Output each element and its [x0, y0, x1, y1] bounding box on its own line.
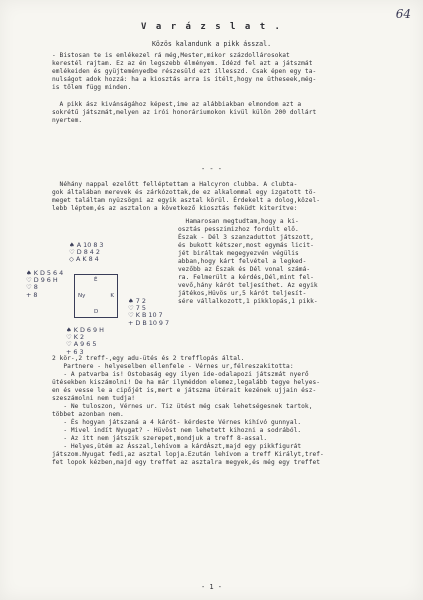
north-hand [69, 242, 104, 264]
footer-page-number: - 1 - [200, 583, 223, 591]
west-hand [26, 270, 63, 299]
south-hand [66, 327, 104, 356]
east-spades: ♠ 7 2 [128, 297, 146, 305]
south-clubs: + 6 3 [66, 347, 84, 356]
south-diamonds: ♡ A 9 6 5 [66, 340, 97, 349]
story-title: V a r á z s l a t . [141, 22, 282, 32]
story-subtitle: Közös kalandunk a pikk ásszal. [151, 40, 272, 48]
east-hand [128, 298, 169, 327]
north-diamonds: ◇ A K 8 4 [69, 255, 99, 264]
direction-east: K [110, 293, 114, 299]
handwritten-page-number: 64 [395, 7, 411, 21]
east-hearts: ♡ 7 5 [128, 304, 146, 313]
paragraph-dialogue: 2 kör-,2 treff-,egy adu-ütés és 2 trefflopás által. Partnere - helyeselben ellenfele - Vérnes ur,félreszakitotta: - A patvarba is! Ostobaság egy ilyen ide-odalapozi játszmát nyerő ütésekben kiszámolni! De ha már ilyméddon elemez,legalább tegye helyes- en és vesse le a cipőjét is,mert e játszma ütérait kezének ujjain ész- szeszámolni nem tudja! - Ne tuloszon, Vérnes ur. Tiz ütést még csak lehetségesnek tartok, többet azonban nem. - És hogyan játszaná a 4 kárót- kérdeste Vérnes kihívó gunnyal. - Mivel indít Nyugat? - Hüvöst nem lehetett kihozni a sodrából. - Az itt nem játszik szerepet,mondjuk a treff 8-assal. - Helyes,ütém az Ásszal,lehívom a kárdÁszt,majd egy pikkfigurát játszom.Nyugat fedi,az asztal lopja.Ezután lehívom a treff Királyt,tref- fet lopok kézben,majd egy treffet az asztalra megyek,és még egy treffet [52, 355, 324, 466]
paragraph-intro: - Bistosan te is emlékezel rá még,Mester,mikor százdollárosokat kerestél rajtam. Ez az én legszebb élményem. Idézd fel azt a játszmát emlékeiden és gyüjteményedbe részesüld ezt illesszd. Csak épen egy ta- nulságot adok hozzá: ha a kiosztás arra is ítélt,hogy ne ütheseek,még- is tőlem függ minden. [52, 52, 317, 91]
direction-north: É [94, 277, 98, 283]
west-hearts: ♡ D 9 6 H [26, 276, 58, 285]
west-diamonds: ♡ 8 [26, 283, 38, 292]
paragraph-club: Néhány nappal ezelőtt felléptettam a Halcyron clubba. A clubta- gok általában merevek és zárkózottak,de ez alkalommal egy izgatott tö- meget találtam nyüzsögni az egyik asztal körül. Érdekelt a dolog,közel- lebb léptem,és az asztalon a következő kiosztás feküdt kiterítve: [52, 181, 321, 212]
paragraph-promise: A pikk ász kivánságához képest,ime az alábbiakban elmondom azt a sokrétű játszmát,melyen az irói honoráriumokon kivül külön 200 dollárt nyertem. [52, 101, 317, 124]
section-divider: - - - [200, 165, 223, 173]
card-table-box [74, 274, 118, 318]
south-spades: ♠ K D 6 9 H [66, 326, 104, 334]
north-spades: ♠ A 10 8 3 [69, 241, 104, 249]
north-hearts: ♡ D 8 4 2 [69, 248, 100, 257]
direction-west: Ny [78, 293, 86, 299]
east-clubs: + D B 10 9 7 [128, 318, 170, 327]
paragraph-deal-analysis: Hamarosan megtudtam,hogy a ki- osztás pesszimizhoz fordult elő. Észak - Dél 3 szanzaduttot játszott, és bukott kétszer,most egymás licit- jét biráltak megegyezvén végülis abban,hogy kárt felvétel a legked- vezőbb az Észak és Dél vonal számá- ra. Felmerült a kérdés,Dél,mint fel- vevő,hány kárót teljesíthet. Az egyik játékos,Hüvös ur,5 kárót teljesít- sére vállalkozott,1 pikklopás,1 pikk- [178, 218, 318, 305]
direction-south: D [94, 309, 99, 315]
west-spades: ♠ K D 5 6 4 [26, 269, 64, 277]
west-clubs: + 8 [26, 290, 38, 299]
east-diamonds: ♡ K B 10 7 [128, 311, 163, 320]
south-hearts: ♡ K 2 [66, 333, 85, 342]
bridge-deal-diagram [26, 240, 176, 360]
